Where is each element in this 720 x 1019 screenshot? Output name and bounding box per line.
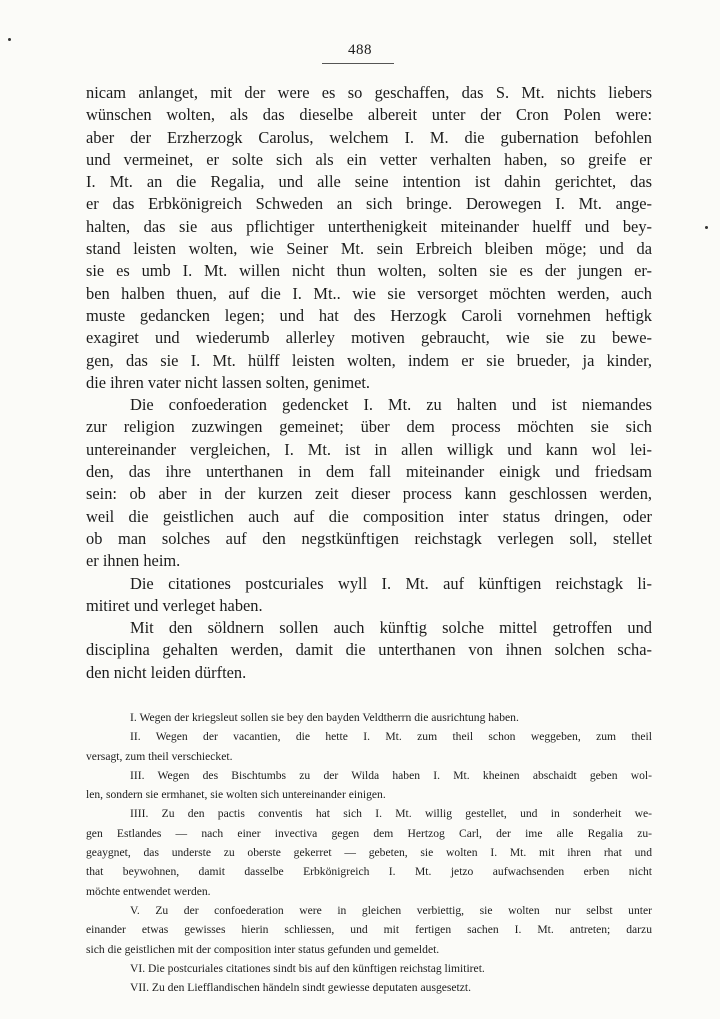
text-line: zur religion zuzwingen gemeinet; über dem process möchten sie sich — [86, 417, 652, 437]
text-line: mitiret und verleget haben. — [86, 595, 263, 615]
footnote — [86, 766, 652, 805]
footnote — [86, 901, 652, 959]
page-number-rule — [322, 63, 394, 64]
text-line: Die confoederation gedencket I. Mt. zu halten und ist niemandes — [130, 395, 652, 415]
footnote — [86, 708, 652, 727]
text-line: Mit den söldnern sollen auch künftig solche mittel getroffen und — [130, 618, 652, 638]
text-line: er das Erbkönigreich Schweden an sich bringe. Derowegen I. Mt. ange- — [86, 194, 652, 214]
footnote-line: geaygnet, das underste zu oberste gekerret — gebeten, sie wolten I. Mt. mit ihren rhat und — [86, 846, 652, 860]
footnote-line: versagt, zum theil verschiecket. — [86, 749, 233, 763]
main-text — [86, 82, 652, 684]
footnote-line: gen Estlandes — nach einer invectiva gegen dem Hertzog Carl, der ime alle Regalia zu- — [86, 826, 652, 840]
text-line: disciplina gehalten werden, damit die unterthanen von ihnen solchen scha- — [86, 640, 652, 660]
footnote-line: IIII. Zu den pactis conventis hat sich I. Mt. willig gestellet, und in sonderheit we- — [130, 807, 652, 821]
text-line: I. Mt. an die Regalia, und alle seine intention ist dahin gerichtet, das — [86, 172, 652, 192]
text-line: sie es umb I. Mt. willen nicht thun wolten, solten sie es der jungen er- — [86, 261, 652, 281]
text-line: sein: ob aber in der kurzen zeit dieser process kann geschlossen werden, — [86, 484, 652, 504]
footnote-line: II. Wegen der vacantien, die hette I. Mt. zum theil schon weggeben, zum theil — [130, 730, 652, 744]
text-line: ben halben thuen, auf die I. Mt.. wie sie versorget möchten werden, auch — [86, 283, 652, 303]
footnote — [86, 727, 652, 766]
footnote-line: sich die geistlichen mit der composition inter status gefunden und gemeldet. — [86, 942, 440, 956]
footnote — [86, 804, 652, 900]
text-line: nicam anlanget, mit der were es so geschaffen, das S. Mt. nichts liebers — [86, 83, 652, 102]
text-line: untereinander vergleichen, I. Mt. ist in allen willigk und kann wol lei- — [86, 439, 652, 459]
paragraph — [86, 394, 652, 572]
footnote-line: VII. Zu den Liefflandischen händeln sindt gewiesse deputaten ausgesetzt. — [130, 981, 472, 995]
text-line: und vermeinet, er solte sich als ein vetter verhalten haben, so greife er — [86, 149, 652, 169]
text-line: halten, das sie aus pflichtiger unterthenigkeit miteinander huelff und bey- — [86, 216, 652, 236]
footnote-line: that beywohnen, damit dasselbe Erbkönigreich I. Mt. jetzo aufwachsenden erben nicht — [86, 865, 652, 879]
footnote-line: möchte entwendet werden. — [86, 884, 211, 898]
footnote-line: len, sondern sie ermhanet, sie wolten sich untereinander einigen. — [86, 788, 386, 802]
footnote-line: III. Wegen des Bischtumbs zu der Wilda haben I. Mt. kheinen abschaidt geben wol- — [130, 768, 652, 782]
scan-speck — [8, 38, 11, 41]
footnotes — [86, 708, 652, 997]
text-line: den, das ihre unterthanen in dem fall miteinander einigk und friedsam — [86, 462, 652, 482]
text-line: aber der Erzherzogk Carolus, welchem I. M. die gubernation befohlen — [86, 127, 652, 147]
text-line: weil die geistlichen auch auf die composition inter status dringen, oder — [86, 506, 652, 526]
footnote-line: VI. Die postcuriales citationes sindt bis auf den künftigen reichstag limitiret. — [130, 961, 485, 975]
text-line: exagiret und wiederumb allerley motiven gebraucht, wie sie zu bewe- — [86, 328, 652, 348]
page-number: 488 — [348, 42, 372, 58]
text-line: Die citationes postcuriales wyll I. Mt. auf künftigen reichstagk li- — [130, 573, 652, 593]
footnote — [86, 959, 652, 978]
text-line: ob man solches auf den negstkünftigen reichstagk verlegen soll, stellet — [86, 528, 652, 548]
text-line: er ihnen heim. — [86, 551, 181, 571]
text-line: die ihren vater nicht lassen solten, genimet. — [86, 372, 371, 392]
paragraph — [86, 617, 652, 684]
text-line: den nicht leiden dürften. — [86, 662, 247, 682]
text-line: wünschen wolten, als das dieselbe albereit unter der Cron Polen were: — [86, 105, 652, 125]
footnote — [86, 978, 652, 997]
footnote-line: I. Wegen der kriegsleut sollen sie bey den bayden Veldtherrn die ausrichtung haben. — [130, 711, 519, 724]
footnote-line: V. Zu der confoederation were in gleichen verbiettig, sie wolten nur selbst unter — [130, 903, 652, 917]
paragraph — [86, 573, 652, 618]
text-line: stand leisten wolten, wie Seiner Mt. sein Erbreich bleiben möge; und da — [86, 239, 652, 259]
paragraph — [86, 82, 652, 394]
text-line: gen, das sie I. Mt. hülff leisten wolten, indem er sie brueder, ja kinder, — [86, 350, 652, 370]
scan-speck — [705, 226, 708, 229]
text-line: muste gedancken legen; und hat des Herzogk Caroli vornehmen heftigk — [86, 305, 652, 325]
footnote-line: einander etwas gewisses hierin schliessen, und mit fertigen sachen I. Mt. antreten; darzu — [86, 923, 652, 937]
